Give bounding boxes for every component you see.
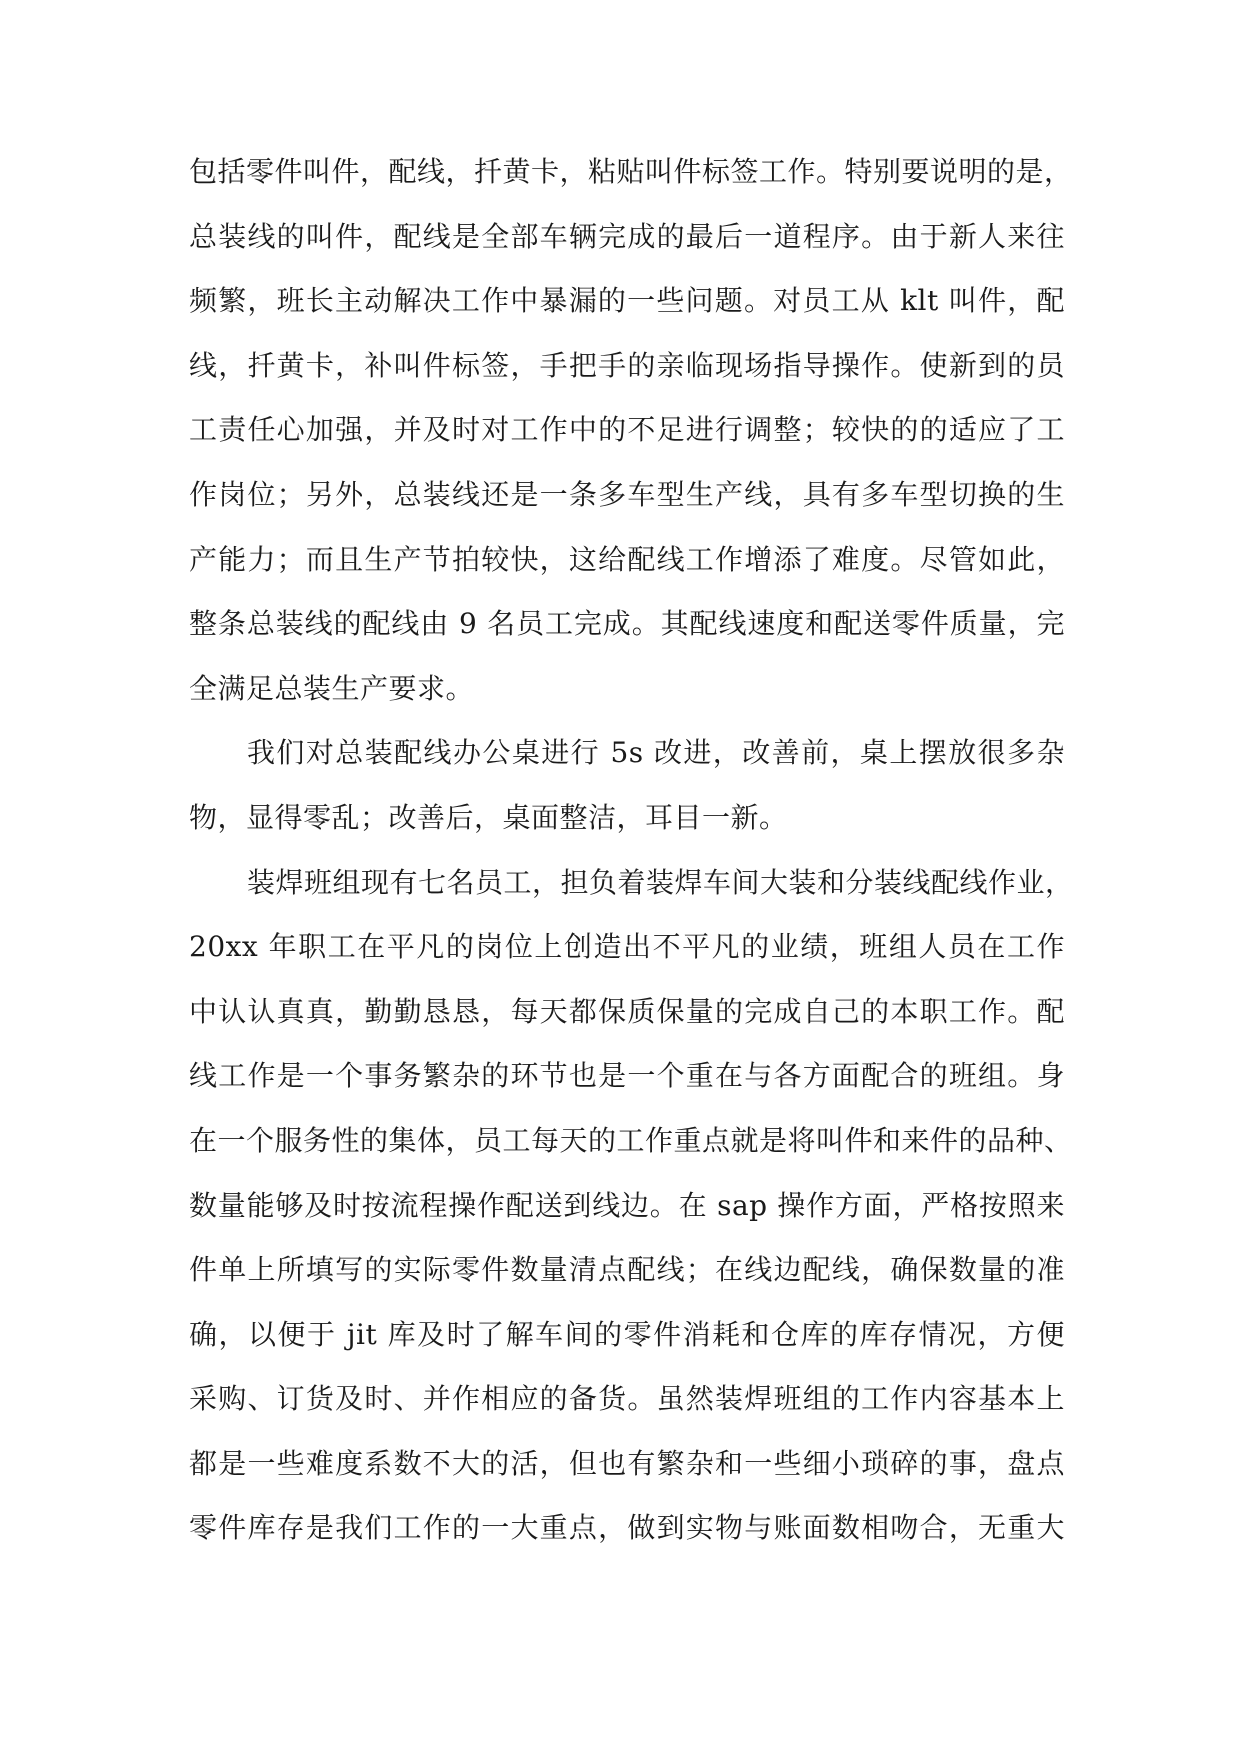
text-line: 工责任心加强，并及时对工作中的不足进行调整；较快的的适应了工 bbox=[189, 413, 1065, 447]
text-line: 物，显得零乱；改善后，桌面整洁，耳目一新。 bbox=[189, 800, 788, 834]
text-line: 都是一些难度系数不大的活，但也有繁杂和一些细小琐碎的事，盘点 bbox=[189, 1446, 1065, 1480]
text-line: 我们对总装配线办公桌进行 5s 改进，改善前，桌上摆放很多杂 bbox=[247, 736, 1065, 770]
text-line: 包括零件叫件，配线，扦黄卡，粘贴叫件标签工作。特别要说明的是， bbox=[189, 155, 1073, 188]
text-line: 装焊班组现有七名员工，担负着装焊车间大装和分装线配线作业， bbox=[247, 865, 1074, 899]
document-body bbox=[189, 140, 1074, 1561]
text-line: 频繁，班长主动解决工作中暴漏的一些问题。对员工从 klt 叫件，配 bbox=[189, 284, 1065, 318]
text-line: 产能力；而且生产节拍较快，这给配线工作增添了难度。尽管如此， bbox=[189, 542, 1065, 576]
text-line: 数量能够及时按流程操作配送到线边。在 sap 操作方面，严格按照来 bbox=[189, 1188, 1065, 1222]
text-line: 零件库存是我们工作的一大重点，做到实物与账面数相吻合，无重大 bbox=[189, 1511, 1065, 1545]
text-line: 采购、订货及时、并作相应的备货。虽然装焊班组的工作内容基本上 bbox=[189, 1382, 1065, 1416]
paragraph-3 bbox=[189, 851, 1074, 1562]
text-line: 确，以便于 jit 库及时了解车间的零件消耗和仓库的库存情况，方便 bbox=[189, 1317, 1065, 1351]
text-line: 20xx 年职工在平凡的岗位上创造出不平凡的业绩，班组人员在工作 bbox=[189, 930, 1065, 964]
text-line: 整条总装线的配线由 9 名员工完成。其配线速度和配送零件质量，完 bbox=[189, 607, 1065, 641]
paragraph-2 bbox=[189, 721, 1065, 850]
text-line: 线工作是一个事务繁杂的环节也是一个重在与各方面配合的班组。身 bbox=[189, 1059, 1065, 1093]
text-line: 中认认真真，勤勤恳恳，每天都保质保量的完成自己的本职工作。配 bbox=[189, 994, 1065, 1028]
text-line: 件单上所填写的实际零件数量清点配线；在线边配线，确保数量的准 bbox=[189, 1253, 1065, 1287]
paragraph-1 bbox=[189, 140, 1073, 721]
text-line: 在一个服务性的集体，员工每天的工作重点就是将叫件和来件的品种、 bbox=[189, 1123, 1073, 1157]
text-line: 线，扦黄卡，补叫件标签，手把手的亲临现场指导操作。使新到的员 bbox=[189, 348, 1065, 382]
text-line: 全满足总装生产要求。 bbox=[189, 671, 475, 705]
text-line: 总装线的叫件，配线是全部车辆完成的最后一道程序。由于新人来往 bbox=[189, 219, 1065, 253]
text-line: 作岗位；另外，总装线还是一条多车型生产线，具有多车型切换的生 bbox=[189, 477, 1065, 511]
